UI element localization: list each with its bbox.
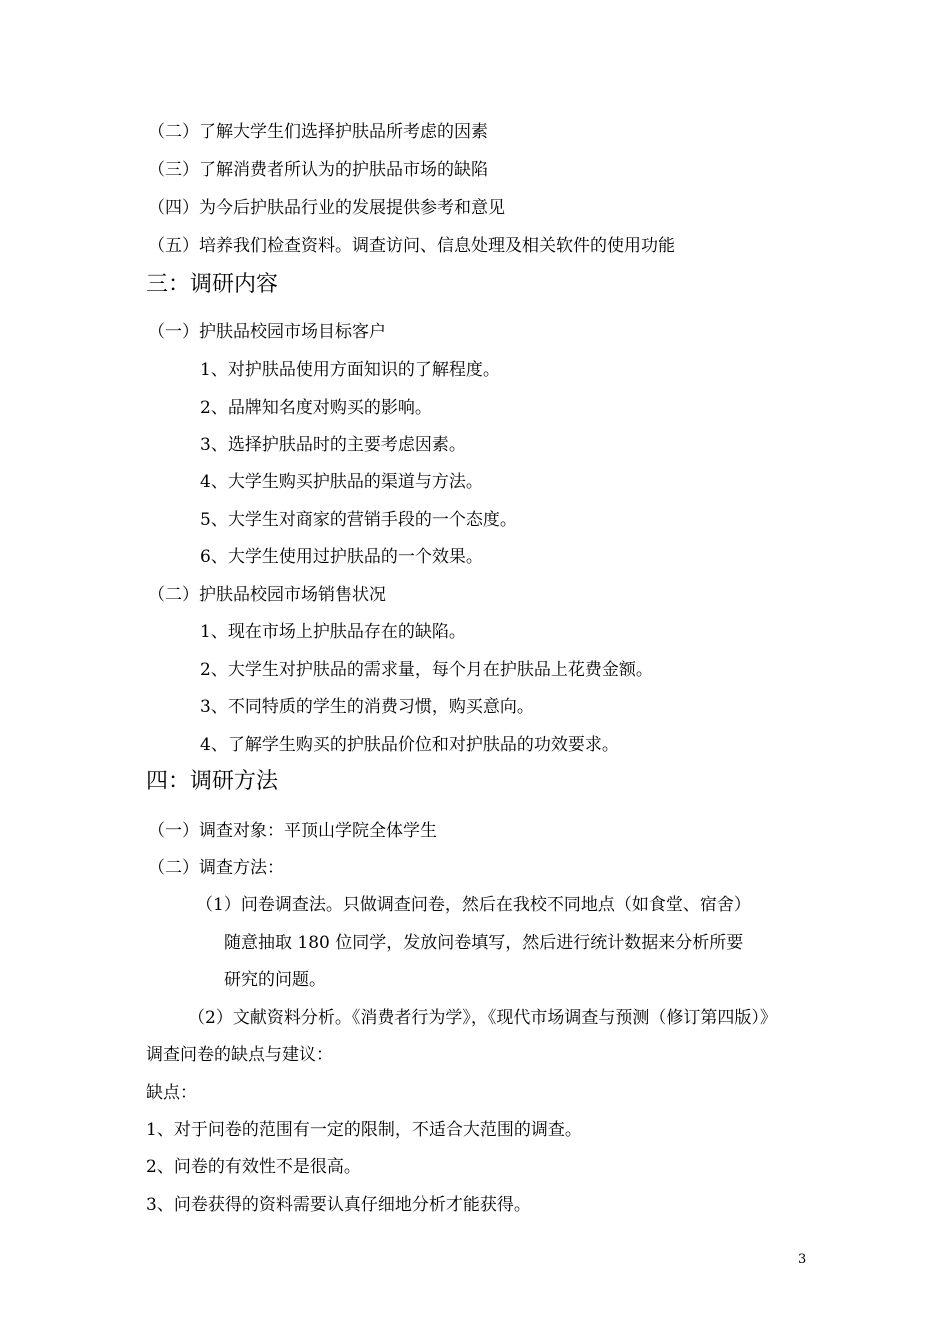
cons-item: 2、问卷的有效性不是很高。 xyxy=(146,1157,361,1177)
objective-line: （二）了解大学生们选择护肤品所考虑的因素 xyxy=(148,122,488,142)
cons-title: 缺点： xyxy=(146,1083,197,1103)
evaluation-title: 调查问卷的缺点与建议： xyxy=(146,1045,333,1065)
objective-line: （四）为今后护肤品行业的发展提供参考和意见 xyxy=(148,198,505,218)
list-item: 4、大学生购买护肤品的渠道与方法。 xyxy=(200,472,483,492)
list-item: 6、大学生使用过护肤品的一个效果。 xyxy=(200,547,483,567)
cons-item: 1、对于问卷的范围有一定的限制，不适合大范围的调查。 xyxy=(146,1120,582,1140)
list-item: 4、了解学生购买的护肤品价位和对护肤品的功效要求。 xyxy=(200,735,619,755)
page-number: 3 xyxy=(798,1252,807,1267)
objective-line: （三）了解消费者所认为的护肤品市场的缺陷 xyxy=(148,160,488,180)
method-questionnaire-line: 随意抽取 180 位同学，发放问卷填写，然后进行统计数据来分析所要 xyxy=(224,933,744,953)
group-title-sales-status: （二）护肤品校园市场销售状况 xyxy=(148,585,386,605)
section-heading-research-content: 三：调研内容 xyxy=(146,272,279,297)
survey-subject: （一）调查对象：平顶山学院全体学生 xyxy=(148,821,437,841)
list-item: 1、对护肤品使用方面知识的了解程度。 xyxy=(200,360,500,380)
list-item: 3、不同特质的学生的消费习惯，购买意向。 xyxy=(200,697,534,717)
method-literature: （2）文献资料分析。《消费者行为学》，《现代市场调查与预测（修订第四版）》 xyxy=(188,1008,777,1028)
cons-item: 3、问卷获得的资料需要认真仔细地分析才能获得。 xyxy=(146,1195,531,1215)
list-item: 5、大学生对商家的营销手段的一个态度。 xyxy=(200,510,517,530)
list-item: 1、现在市场上护肤品存在的缺陷。 xyxy=(200,622,466,642)
objective-line: （五）培养我们检查资料。调查访问、信息处理及相关软件的使用功能 xyxy=(148,236,675,256)
group-title-target-customers: （一）护肤品校园市场目标客户 xyxy=(148,322,386,342)
list-item: 2、品牌知名度对购买的影响。 xyxy=(200,398,432,418)
method-questionnaire-line: （1）问卷调查法。只做调查问卷，然后在我校不同地点（如食堂、宿舍） xyxy=(196,895,751,915)
section-heading-research-method: 四：调研方法 xyxy=(146,769,279,794)
method-title: （二）调查方法： xyxy=(148,858,284,878)
list-item: 2、大学生对护肤品的需求量，每个月在护肤品上花费金额。 xyxy=(200,660,653,680)
list-item: 3、选择护肤品时的主要考虑因素。 xyxy=(200,435,466,455)
method-questionnaire-line: 研究的问题。 xyxy=(224,970,326,990)
